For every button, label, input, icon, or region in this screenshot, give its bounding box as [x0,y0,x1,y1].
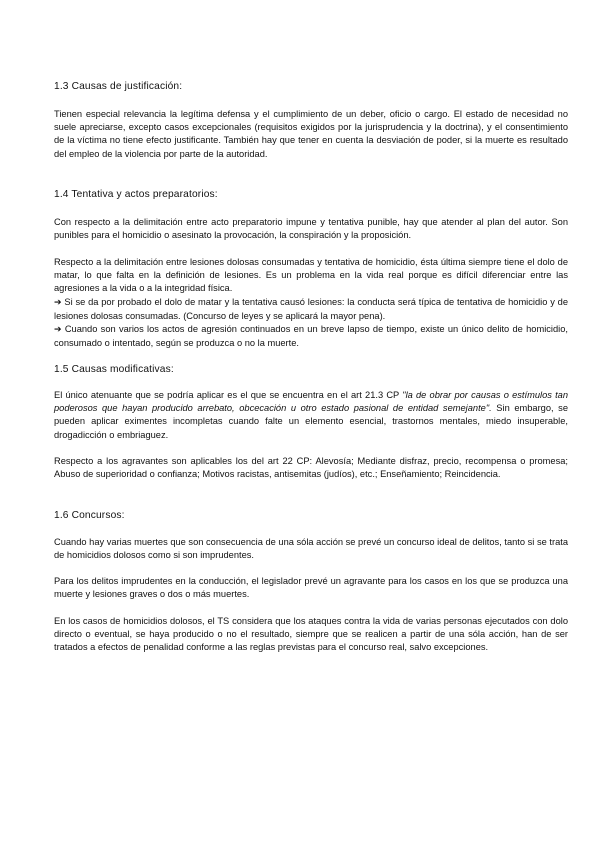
atenuante-quote: "la de obrar por causas o estímulos tan poderosos que hayan producido arrebato, obcecación u otro estado pasional de entidad semejante". [54,390,569,414]
arrow-icon: ➔ [54,297,62,308]
paragraph-tentativa-plan: Con respecto a la delimitación entre acto preparatorio impune y tentativa punible, hay que atender al plan del autor. Son punibles para el homicidio o asesinato la provocación, la conspiración y la proposición. [54,217,568,241]
heading-causas-modificativas: 1.5 Causas modificativas: [54,364,174,375]
paragraph-agravantes: Respecto a los agravantes son aplicables los del art 22 CP: Alevosía; Mediante disfraz, precio, recompensa o promesa; Abuso de superioridad o confianza; Motivos racistas, antisemitas (judíos), etc.; Enseñamiento; Reincidencia. [54,456,568,480]
paragraph-tentativa-lesiones: Respecto a la delimitación entre lesiones dolosas consumadas y tentativa de homicidio, ésta última siempre tiene el dolo de matar, lo que falta en la definición de lesiones. Es un problema en la vida real porque es difícil diferenciar entre las agresiones a la vida o a la integridad física. [54,257,568,294]
tentativa-lesiones-block [54,256,568,350]
bullet-actos-continuados [54,323,568,350]
atenuante-text-cont: Sin embargo, se pueden aplicar eximentes incompletas cuando falte un elemento esencial, trastornos mentales, miedo insuperable, drogadicción o embriaguez. [54,403,569,440]
paragraph-concurso-ideal: Cuando hay varias muertes que son consecuencia de una sóla acción se prevé un concurso ideal de delitos, tanto si se trata de homicidios dolosos como si son imprudentes. [54,537,568,561]
heading-causas-justificacion: 1.3 Causas de justificación: [54,81,183,92]
bullet-text: Si se da por probado el dolo de matar y la tentativa causó lesiones: la conducta será típica de tentativa de homicidio y de lesiones dolosas consumadas. (Concurso de leyes y se aplicará la mayor pena). [54,296,568,321]
bullet-dolo-probado [54,296,568,323]
atenuante-text: El único atenuante que se podría aplicar es el que se encuentra en el art 21.3 CP [54,390,403,400]
paragraph-conduccion: Para los delitos imprudentes en la conducción, el legislador prevé un agravante para los casos en los que se produzca una muerte y lesiones graves o dos o más muertes. [54,576,568,600]
paragraph-atenuante [54,389,568,442]
paragraph-homicidios-dolosos: En los casos de homicidios dolosos, el TS considera que los ataques contra la vida de varias personas ejecutados con dolo directo o eventual, se haya producido o no el resultado, siempre que se realicen a partir de una sóla acción, han de ser tratados a efectos de penalidad conforme a las reglas previstas para el concurso real, salvo excepciones. [54,616,568,653]
heading-tentativa: 1.4 Tentativa y actos preparatorios: [54,189,218,200]
heading-concursos: 1.6 Concursos: [54,510,125,521]
bullet-text: Cuando son varios los actos de agresión continuados en un breve lapso de tiempo, existe un único delito de homicidio, consumado o intentado, según se produzca o no la muerte. [54,324,568,349]
arrow-icon: ➔ [54,325,62,336]
paragraph-justificacion: Tienen especial relevancia la legítima defensa y el cumplimiento de un deber, oficio o cargo. El estado de necesidad no suele apreciarse, excepto casos excepcionales (requisitos exigidos por la jurisprudencia y la doctrina), y el consentimiento de la víctima no tiene efecto justificante. También hay que tener en cuenta la desviación de poder, si la muerte es resultado del empleo de la violencia por parte de la autoridad. [54,109,568,159]
